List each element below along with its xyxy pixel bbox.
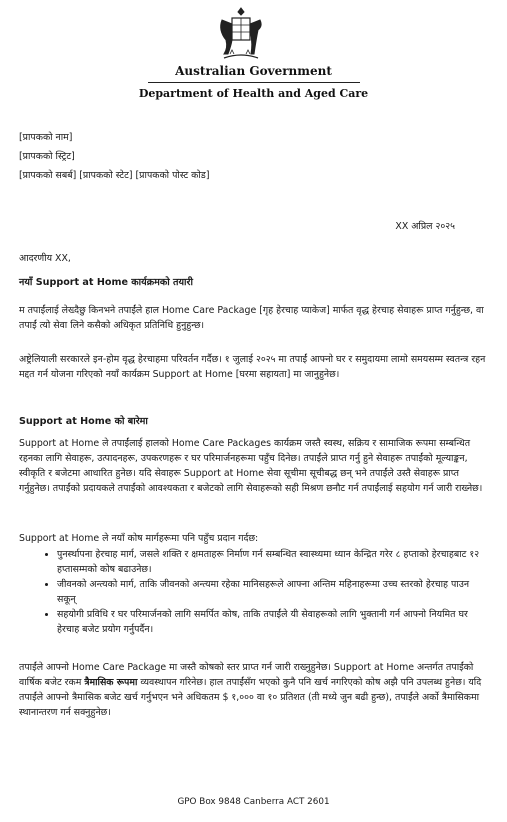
government-name: Australian Government (175, 64, 332, 78)
salutation: आदरणीय XX, (19, 253, 71, 264)
budget-text-emphasis: त्रैमासिक रूपमा (84, 677, 138, 688)
list-item: • सहयोगी प्रविधि र घर परिमार्जनको लागि समर्पित कोष, ताकि तपाईंले यी सेवाहरूको लागि भुक्तानी गर्न आफ्नो नियमित घर हेरचाह बजेट प्रयोग गर्नुपर्दैन। (57, 607, 487, 637)
header-divider (148, 82, 360, 83)
coat-of-arms-icon (216, 6, 266, 66)
address-line-street: [प्रापकको स्ट्रिट] (19, 151, 75, 162)
footer-address: GPO Box 9848 Canberra ACT 2601 (177, 797, 330, 807)
intro-text-2: अष्ट्रेलियाली सरकारले इन-होम वृद्ध हेरचाहमा परिवर्तन गर्दैछ। १ जुलाई २०२५ मा तपाईं आफ्नो घर र समुदायमा लामो समयसम्म स्वतन्त्र रहन मद्दत गर्न योजना गरिएको नयाँ कार्यक्रम Support at Home [घरमा सहायता] मा जानुहुनेछ। (19, 354, 486, 380)
department-name: Department of Health and Aged Care (138, 87, 369, 100)
intro-paragraph-1 (19, 303, 487, 333)
address-line-name: [प्रापकको नाम] (19, 132, 73, 143)
budget-text-part-2: व्यवस्थापन गरिनेछ। हाल तपाईंसँग भएको कुनै पनि खर्च नगरिएको कोष अझै पनि उपलब्ध हुनेछ। यदि तपाईंले आफ्नो त्रैमासिक बजेट खर्च गर्नुभएन भने अधिकतम $ १,००० वा १० प्रतिशत (ती मध्ये जुन बढी हुन्छ), तपाईंले अर्को त्रैमासिकमा स्थानान्तरण गर्न सक्नुहुनेछ। (19, 677, 482, 718)
intro-paragraph-2 (19, 352, 487, 382)
list-item: • जीवनको अन्त्यको मार्ग, ताकि जीवनको अन्त्यमा रहेका मानिसहरूले आफ्ना अन्तिम महिनाहरूमा उच्च स्तरको हेरचाह पाउन सकून् (57, 577, 487, 607)
about-text-1: Support at Home ले तपाईंलाई हालको Home Care Packages कार्यक्रम जस्तै स्वस्थ, सक्रिय र सामाजिक रूपमा सम्बन्धित रहनका लागि सेवाहरू, उत्पादनहरू, उपकरणहरू र घर परिमार्जनहरूमा पहुँच दिनेछ। तपाईंले प्राप्त गर्नु हुने सेवाहरू तपाईंको मूल्याङ्कन, स्वीकृति र बजेटमा आधारित हुनेछ। यदि सेवाहरू Support at Home सेवा सूचीमा सूचीबद्ध छन् भने तपाईंले उस्तै सेवाहरू प्राप्त गर्नुहुनेछ। तपाईंको प्रदायकले तपाईंको आवश्यकता र बजेटको लागि सेवाहरूको सही मिश्रण छनौट गर्न तपाईंलाई सहयोग गर्न जारी राख्नेछ। (19, 438, 483, 494)
about-paragraph-1 (19, 436, 487, 496)
list-item: • पुनर्स्थापना हेरचाह मार्ग, जसले शक्ति र क्षमताहरू निर्माण गर्न सम्बन्धित स्वास्थ्यमा ध्यान केन्द्रित गरेर ८ हप्ताको हेरचाहबाट १२ हप्तासम्मको कोष बढाउनेछ। (57, 547, 487, 577)
budget-text-part-1: तपाईंले आफ्नो Home Care Package मा जस्तै कोषको स्तर प्राप्त गर्न जारी राख्नुहुनेछ। Support at Home अन्तर्गत तपाईंको वार्षिक बजेट रकम (19, 662, 474, 688)
address-line-suburb: [प्रापकको सबर्ब] [प्रापकको स्टेट] [प्रापकको पोस्ट कोड] (19, 170, 210, 181)
letter-date: XX अप्रिल २०२५ (395, 221, 455, 232)
about-text-2: Support at Home ले नयाँ कोष मार्गहरूमा पनि पहुँच प्रदान गर्दछ: (19, 533, 259, 544)
about-heading: Support at Home को बारेमा (19, 416, 148, 427)
intro-text-1: म तपाईंलाई लेख्दैछु किनभने तपाईंले हाल Home Care Package [गृह हेरचाह प्याकेज] मार्फत वृद्ध हेरचाह सेवाहरू प्राप्त गर्नुहुन्छ, वा तपाईं त्यो सेवा लिने कसैको अधिकृत प्रतिनिधि हुनुहुन्छ। (19, 305, 484, 331)
about-paragraph-2 (19, 531, 487, 546)
letter-title: नयाँ Support at Home कार्यक्रमको तयारी (19, 277, 193, 288)
budget-paragraph (19, 660, 487, 720)
recipient-address (19, 130, 487, 187)
budget-text (19, 660, 487, 720)
pathway-list (19, 547, 487, 637)
